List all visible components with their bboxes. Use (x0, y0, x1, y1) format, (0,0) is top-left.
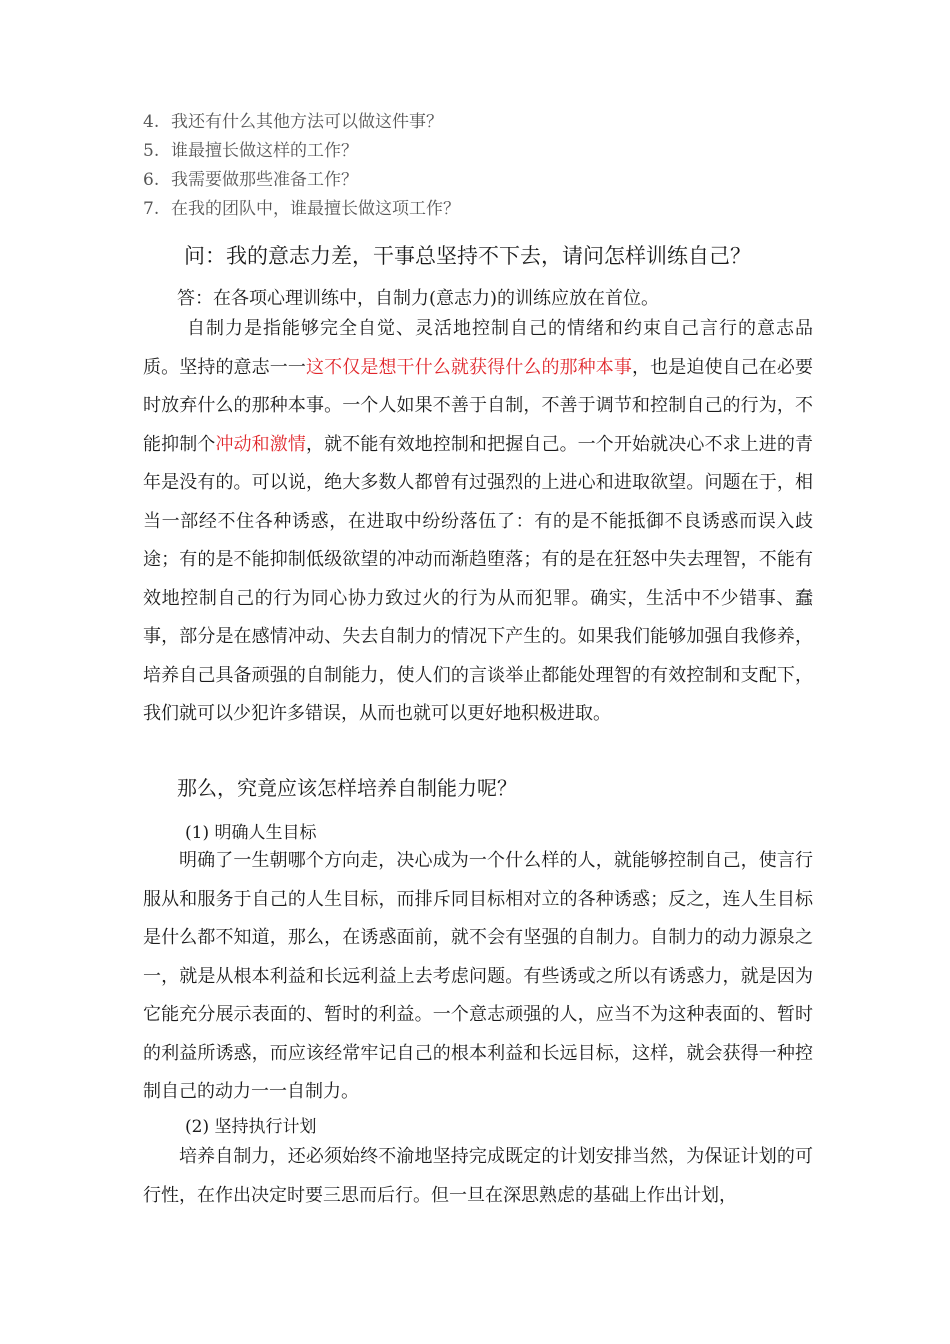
list-item: 6. 我需要做那些准备工作？ (143, 170, 358, 190)
section-heading: (2) 坚持执行计划 (185, 1117, 317, 1137)
numbered-list (143, 108, 460, 224)
paragraph-self-control: 自制力是指能够完全自觉、灵活地控制自己的情绪和约束自己言行的意志品质。坚持的意志一一这不仅是想干什么就获得什么的那种本事，也是迫使自己在必要时放弃什么的那种本事。一个人如果不善于自制，不善于调节和控制自己的行为，不能抑制个冲动和激情，就不能有效地控制和把握自己。一个开始就决心不求上进的青年是没有的。可以说，绝大多数人都曾有过强烈的上进心和进取欲望。问题在于，相当一部经不住各种诱惑，在进取中纷纷落伍了：有的是不能抵御不良诱惑而误入歧途；有的是不能抑制低级欲望的冲动而渐趋堕落；有的是在狂怒中失去理智，不能有效地控制自己的行为同心协力致过火的行为从而犯罪。确实，生活中不少错事、蠢事，部分是在感情冲动、失去自制力的情况下产生的。如果我们能够加强自我修养，培养自己具备顽强的自制能力，使人们的言谈举止都能处理智的有效控制和支配下，我们就可以少犯许多错误，从而也就可以更好地积极进取。 (143, 318, 814, 724)
paragraph-section-1: 明确了一生朝哪个方向走，决心成为一个什么样的人，就能够控制自己，使言行服从和服务于自己的人生目标，而排斥同目标相对立的各种诱惑；反之，连人生目标是什么都不知道，那么，在诱惑面前，就不会有坚强的自制力。自制力的动力源泉之一，就是从根本利益和长远利益上去考虑问题。有些诱或之所以有诱惑力，就是因为它能充分展示表面的、暂时的利益。一个意志顽强的人，应当不为这种表面的、暂时的利益所诱惑，而应该经常牢记自己的根本利益和长远目标，这样，就会获得一种控制自己的动力一一自制力。 (143, 850, 813, 1102)
paragraph-section-2: 培养自制力，还必须始终不渝地坚持完成既定的计划安排当然，为保证计划的可行性，在作出决定时要三思而后行。但一旦在深思熟虑的基础上作出计划， (143, 1146, 813, 1206)
highlight-text: 这不仅是想干什么就获得什么的那种本事 (306, 356, 632, 378)
question-heading: 问：我的意志力差，干事总坚持不下去，请问怎样训练自己？ (184, 244, 751, 268)
list-item: 7. 在我的团队中，谁最擅长做这项工作？ (143, 199, 460, 219)
answer-lead: 答：在各项心理训练中，自制力(意志力)的训练应放在首位。 (177, 288, 660, 309)
section-heading: (1) 明确人生目标 (185, 823, 317, 843)
list-item: 4. 我还有什么其他方法可以做这件事？ (143, 112, 443, 132)
highlight-text: 冲动和激情 (215, 433, 307, 455)
question-heading-2: 那么，究竟应该怎样培养自制能力呢？ (177, 776, 517, 800)
list-item: 5. 谁最擅长做这样的工作？ (143, 141, 358, 161)
